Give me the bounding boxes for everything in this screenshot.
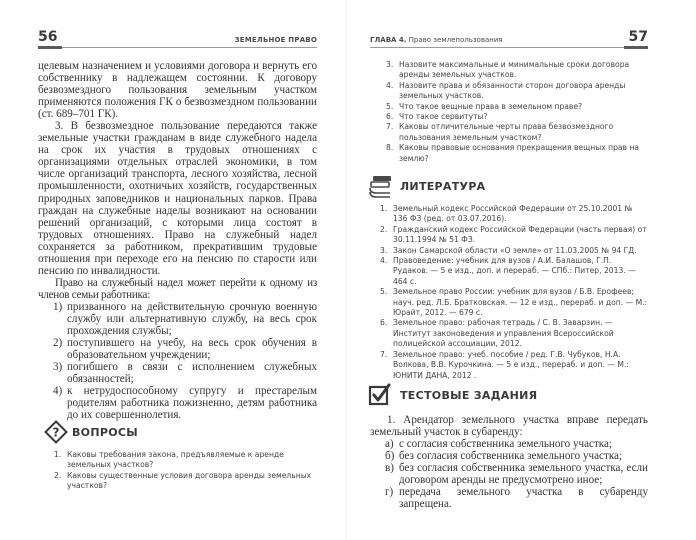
- list-item: 1) призванного на действительную срочную военную службу или альтернативную службу, на весь срок прохождения службы;: [53, 300, 317, 338]
- paragraph: целевым назначением и условиями договора и вернуть его собственнику в надлежащем состоянии. К договору безвозмездного пользования земельным участком применяются положения ГК о безвозмездном пользовании (ст. 689–701 ГК).: [38, 60, 317, 121]
- header-rule: [38, 47, 317, 48]
- literature-item: 2. Гражданский кодекс Российской Федерации (часть первая) от 30.11.1994 № 51 ФЗ.: [380, 224, 647, 245]
- question-item: 1. Каковы требования закона, предъявляемые к аренде земельных участков?: [54, 450, 284, 470]
- question-item: 8. Каковы правовые основания прекращения вещных прав на землю?: [386, 143, 640, 163]
- body-text: [38, 60, 317, 421]
- section-title: ЛИТЕРАТУРА: [400, 179, 486, 193]
- literature-item: 4. Правоведение: учебник для вузов / А.И. Балашов, Г.П. Рудаков. — 5 е изд., доп. и перераб. — СПб.: Питер, 2013. — 464 с.: [380, 256, 636, 286]
- books-stack-icon: [368, 174, 394, 198]
- literature-item: 7. Земельное право: учеб. пособие / ред. Г.В. Чубуков, Н.А. Волкова, В.В. Курочкина. — 5 е изд., перераб. и доп. — М.: ЮНИТИ ДАНА, 2012 .: [380, 349, 629, 380]
- section-title: ВОПРОСЫ: [72, 425, 138, 439]
- checkbox-checked-icon: [368, 383, 392, 407]
- questions-list-continued: [370, 60, 648, 164]
- page-header: [38, 30, 317, 50]
- literature-heading: [368, 174, 486, 198]
- section-title: ТЕСТОВЫЕ ЗАДАНИЯ: [400, 388, 538, 402]
- answer-option: в) без согласия собственника земельного участка, если договором аренды не предусмотрено иное;: [385, 462, 648, 487]
- literature-item: 3. Закон Самарской области «О земле» от 11.03.2005 № 94 ГД.: [380, 245, 637, 255]
- list-item: 3) погибшего в связи с исполнением служебных обязанностей;: [53, 361, 317, 386]
- answer-option: б) без согласия собственника земельного участка;: [385, 450, 623, 463]
- answer-option: а) с согласия собственника земельного участка;: [385, 438, 613, 451]
- numbered-list: [38, 301, 317, 421]
- question-item: 4. Назовите права и обязанности сторон договора аренды земельных участков.: [386, 80, 626, 101]
- question-item: 2. Каковы существенные условия договора аренды земельных участков?: [54, 470, 312, 491]
- page-number: 56: [38, 29, 58, 45]
- test-question: [370, 414, 648, 510]
- tests-heading: [368, 383, 537, 407]
- questions-list: [38, 450, 317, 492]
- literature-item: 5. Земельное право России: учебник для вузов / Б.В. Ерофеев; науч. ред. Л.Б. Братковская. — 12 е изд., перераб. и доп. — М.: Юрайт, 2012. — 679 с.: [380, 287, 648, 318]
- paragraph: Право на служебный надел может перейти к одному из членов семьи работника:: [38, 276, 317, 301]
- list-item: 2) поступившего на учебу, на весь срок обучения в образовательном учреждении;: [53, 337, 317, 362]
- question-item: 6. Что такое сервитуты?: [386, 112, 488, 122]
- answer-option: г) передача земельного участка в субаренду запрещена.: [385, 486, 648, 511]
- running-head: ГЛАВА 4. Право землепользования: [370, 36, 503, 44]
- list-item: 4) к нетрудоспособному супругу и престарелым родителям работника пожизненно, детям работника до их совершеннолетия.: [53, 385, 317, 422]
- header-bar: [624, 46, 648, 49]
- paragraph: 3. В безвозмездное пользование передаются также земельные участки гражданам в виде служебного надела на срок их участия в трудовых отношениях с организациями отдельных отраслей экономики, в том числе организаций транспорта, лесного хозяйства, лесной промышленности, охотничьих хозяйств, государственных природных заповедников и национальных парков. Права граждан на служебные наделы возникают на основании решений организаций, с которыми лица состоят в трудовых отношениях. Право на служебный надел сохраняется за работником, прекратившим трудовые отношения при переходе его на пенсию по старости или пенсию по инвалидности.: [38, 120, 317, 277]
- literature-list: [370, 204, 648, 381]
- right-page: [348, 0, 696, 540]
- literature-item: 1. Земельный кодекс Российской Федерации от 25.10.2001 № 136 ФЗ (ред. от 03.07.2016).: [380, 204, 633, 224]
- question-item: 3. Назовите максимальные и минимальные сроки договора аренды земельных участков.: [386, 60, 630, 80]
- question-text: 1. Арендатор земельного участка вправе передать земельный участок в субаренду:: [370, 414, 648, 439]
- answer-options: [370, 438, 648, 510]
- question-diamond-icon: [44, 420, 68, 444]
- questions-heading: [44, 420, 138, 444]
- question-item: 7. Каковы отличительные черты права безвозмездного пользования земельным участком?: [386, 122, 614, 142]
- literature-item: 6. Земельное право: рабочая тетрадь / С. В. Заварзин. — Институт законоведения и управления Всероссийской полицейской ассоциации, 2012.: [380, 318, 614, 349]
- running-head: ЗЕМЕЛЬНОЕ ПРАВО: [234, 36, 317, 44]
- page-header: [370, 30, 648, 50]
- header-bar: [38, 46, 62, 49]
- header-rule: [370, 47, 648, 48]
- page-number: 57: [628, 29, 648, 45]
- svg-text:?: ?: [52, 425, 60, 440]
- question-item: 5. Что такое вещные права в земельном праве?: [386, 101, 583, 111]
